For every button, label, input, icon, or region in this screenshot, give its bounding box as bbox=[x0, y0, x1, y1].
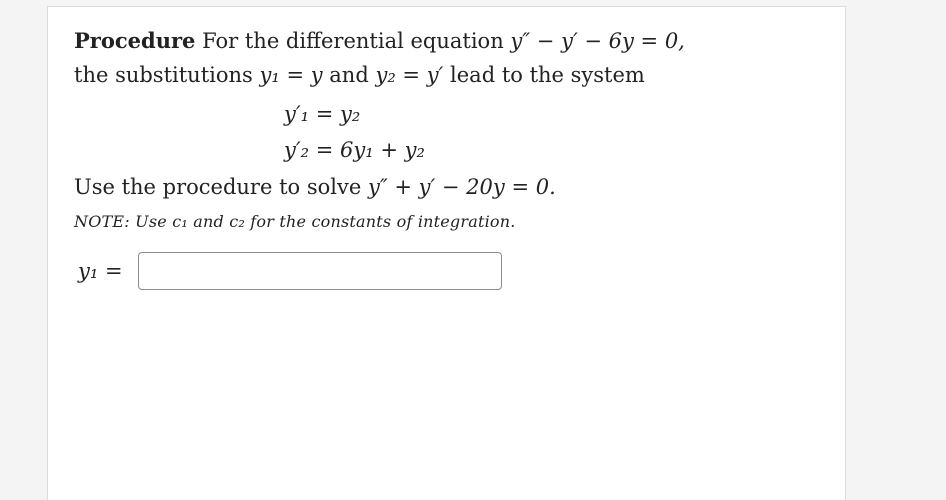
substitution-text-b: lead to the system bbox=[450, 63, 645, 87]
substitution-and: and bbox=[329, 63, 369, 87]
question-content bbox=[74, 24, 774, 292]
equation-system bbox=[284, 96, 774, 168]
system-equation-2: y′₂ = 6y₁ + y₂ bbox=[284, 138, 425, 162]
problem-line-1 bbox=[74, 24, 774, 58]
intro-text: For the differential equation bbox=[202, 29, 504, 53]
problem-line-2 bbox=[74, 58, 774, 92]
answer-label: y₁ = bbox=[78, 259, 123, 283]
system-equation-1: y′₁ = y₂ bbox=[284, 102, 361, 126]
answer-row bbox=[74, 250, 774, 292]
substitution-2: y₂ = y′ bbox=[375, 63, 444, 87]
procedure-heading: Procedure bbox=[74, 28, 196, 53]
substitution-text-a: the substitutions bbox=[74, 63, 253, 87]
answer-input[interactable] bbox=[138, 252, 502, 290]
task-line bbox=[74, 170, 774, 204]
task-text: Use the procedure to solve bbox=[74, 175, 362, 199]
task-equation: y″ + y′ − 20y = 0. bbox=[367, 175, 556, 199]
integration-note: NOTE: Use c₁ and c₂ for the constants of integration. bbox=[74, 212, 516, 231]
substitution-1: y₁ = y bbox=[259, 63, 323, 87]
question-panel bbox=[47, 6, 846, 500]
given-equation: y″ − y′ − 6y = 0, bbox=[510, 29, 685, 53]
